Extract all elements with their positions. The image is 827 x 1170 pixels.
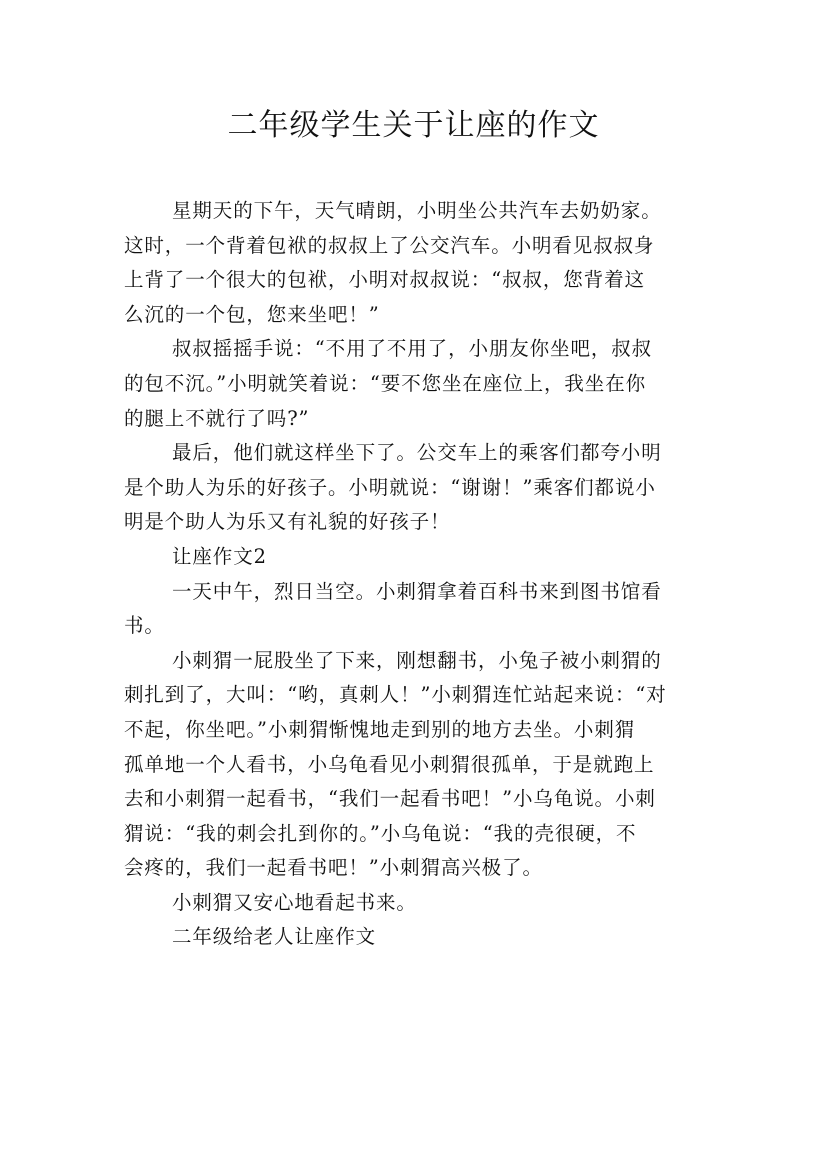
text-line: 明是个助人为乐又有礼貌的好孩子！ (124, 510, 451, 534)
text-line: 会疼的，我们一起看书吧！”小刺猬高兴极了。 (124, 856, 543, 880)
section-heading-3 (124, 920, 704, 955)
paragraph-6 (124, 644, 704, 886)
text-line: 最后，他们就这样坐下了。公交车上的乘客们都夸小明 (172, 441, 662, 465)
text-line: 小刺猬一屁股坐了下来，刚想翻书，小兔子被小刺猬的 (172, 648, 662, 672)
text-line: 星期天的下午，天气晴朗，小明坐公共汽车去奶奶家。 (172, 199, 662, 222)
text-line: 小刺猬又安心地看起书来。 (172, 890, 417, 914)
text-line: 是个助人为乐的好孩子。小明就说：“谢谢！”乘客们都说小 (124, 475, 656, 499)
text-line: 么沉的一个包，您来坐吧！” (124, 302, 380, 326)
text-line: 二年级给老人让座作文 (172, 925, 377, 949)
text-line: 这时，一个背着包袱的叔叔上了公交汽车。小明看见叔叔身 (124, 233, 655, 257)
document-body (124, 194, 704, 955)
section-heading-2 (124, 540, 704, 575)
text-line: 不起，你坐吧。”小刺猬惭愧地走到别的地方去坐。小刺猬 (124, 717, 636, 741)
text-line: 叔叔摇摇手说：“不用了不用了，小朋友你坐吧，叔叔 (172, 337, 653, 361)
text-line: 去和小刺猬一起看书，“我们一起看书吧！”小乌龟说。小刺 (124, 787, 656, 811)
text-line: 猬说：“我的刺会扎到你的。”小乌龟说：“我的壳很硬，不 (124, 821, 637, 845)
text-line: 让座作文2 (172, 544, 267, 568)
text-line: 的包不沉。”小明就笑着说：“要不您坐在座位上，我坐在你 (124, 371, 646, 395)
text-line: 上背了一个很大的包袱，小明对叔叔说：“叔叔，您背着这 (124, 268, 645, 292)
paragraph-2 (124, 332, 704, 436)
paragraph-7 (124, 886, 704, 921)
paragraph-3 (124, 436, 704, 540)
text-line: 刺扎到了，大叫：“哟，真刺人！”小刺猬连忙站起来说：“对 (124, 683, 667, 707)
text-line: 孤单地一个人看书，小乌龟看见小刺猬很孤单，于是就跑上 (124, 752, 655, 776)
text-line: 书。 (124, 614, 165, 638)
text-line: 的腿上不就行了吗?” (124, 406, 310, 430)
text-line: 一天中午，烈日当空。小刺猬拿着百科书来到图书馆看 (172, 579, 662, 603)
paragraph-1 (124, 194, 704, 332)
document-title: 二年级学生关于让座的作文 (227, 108, 600, 143)
paragraph-5 (124, 575, 704, 644)
